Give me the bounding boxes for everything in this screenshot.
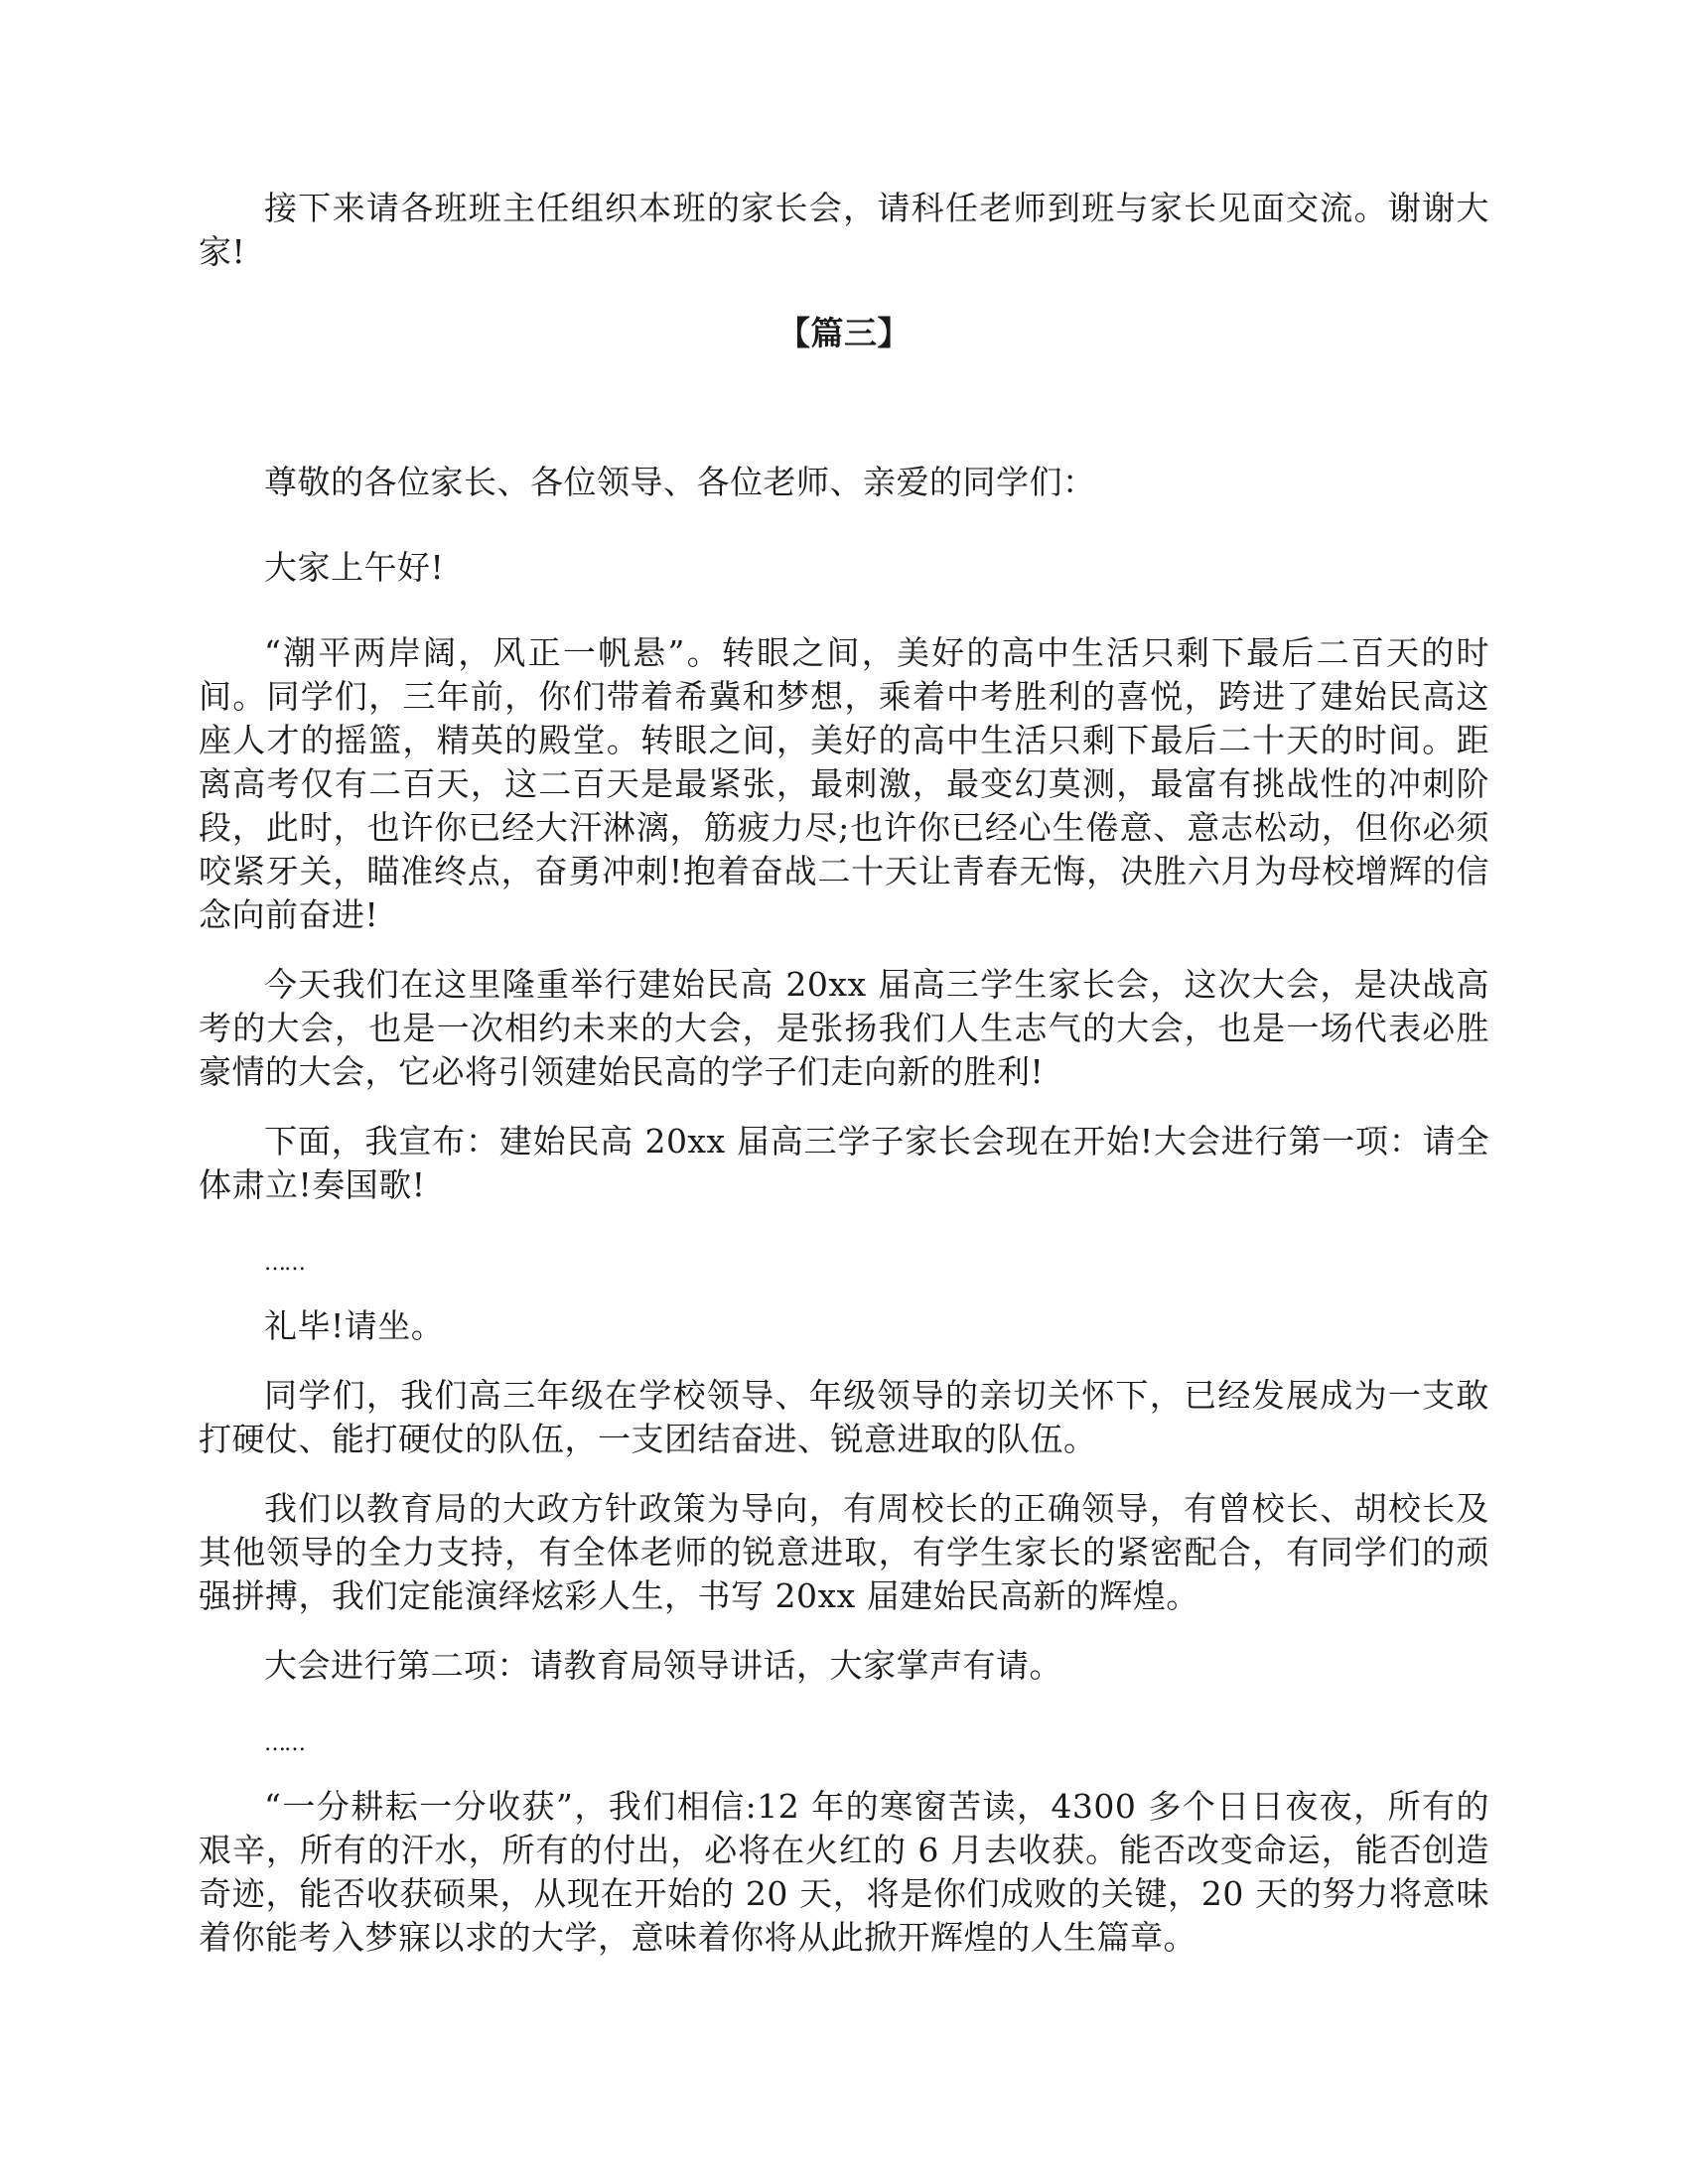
paragraph-5: 同学们，我们高三年级在学校领导、年级领导的亲切关怀下，已经发展成为一支敢打硬仗、能打硬仗的队伍，一支团结奋进、锐意进取的队伍。 xyxy=(199,1376,1489,1458)
paragraph-8: “一分耕耘一分收获”，我们相信:12 年的寒窗苦读，4300 多个日日夜夜，所有的艰辛，所有的汗水，所有的付出，必将在火红的 6 月去收获。能否改变命运，能否创造奇迹，能否收获硕果，从现在开始的 20 天，将是你们成败的关键，20 天的努力将意味着你能考入梦寐以求的大学，意味着你将从此掀开辉煌的人生篇章。 xyxy=(199,1787,1489,1957)
intro-paragraph: 接下来请各班班主任组织本班的家长会，请科任老师到班与家长见面交流。谢谢大家! xyxy=(199,189,1489,271)
section-title: 【篇三】 xyxy=(777,314,911,352)
salutation: 尊敬的各位家长、各位领导、各位老师、亲爱的同学们： xyxy=(264,463,1096,501)
paragraph-1: “潮平两岸阔，风正一帆悬”。转眼之间，美好的高中生活只剩下最后二百天的时间。同学们，三年前，你们带着希冀和梦想，乘着中考胜利的喜悦，跨进了建始民高这座人才的摇篮，精英的殿堂。转眼之间，美好的高中生活只剩下最后二十天的时间。距离高考仅有二百天，这二百天是最紧张，最刺激，最变幻莫测，最富有挑战性的冲刺阶段，此时，也许你已经大汗淋漓，筋疲力尽;也许你已经心生倦意、意志松动，但你必须咬紧牙关，瞄准终点，奋勇冲刺!抱着奋战二十天让青春无悔，决胜六月为母校增辉的信念向前奋进! xyxy=(199,633,1489,934)
paragraph-6: 我们以教育局的大政方针政策为导向，有周校长的正确领导，有曾校长、胡校长及其他领导的全力支持，有全体老师的锐意进取，有学生家长的紧密配合，有同学们的顽强拼搏，我们定能演绎炫彩人生，书写 20xx 届建始民高新的辉煌。 xyxy=(199,1489,1489,1615)
greeting: 大家上午好! xyxy=(264,548,445,587)
paragraph-2: 今天我们在这里隆重举行建始民高 20xx 届高三学生家长会，这次大会，是决战高考的大会，也是一次相约未来的大会，是张扬我们人生志气的大会，也是一场代表必胜豪情的大会，它必将引领建始民高的学子们走向新的胜利! xyxy=(199,965,1489,1091)
document-body xyxy=(199,187,1489,1960)
ellipsis-1: …… xyxy=(264,1251,304,1276)
paragraph-4: 礼毕!请坐。 xyxy=(264,1306,445,1345)
paragraph-7: 大会进行第二项：请教育局领导讲话，大家掌声有请。 xyxy=(264,1646,1062,1685)
paragraph-3: 下面，我宣布：建始民高 20xx 届高三学子家长会现在开始!大会进行第一项：请全体肃立!奏国歌! xyxy=(199,1122,1489,1204)
ellipsis-2: …… xyxy=(264,1731,304,1756)
